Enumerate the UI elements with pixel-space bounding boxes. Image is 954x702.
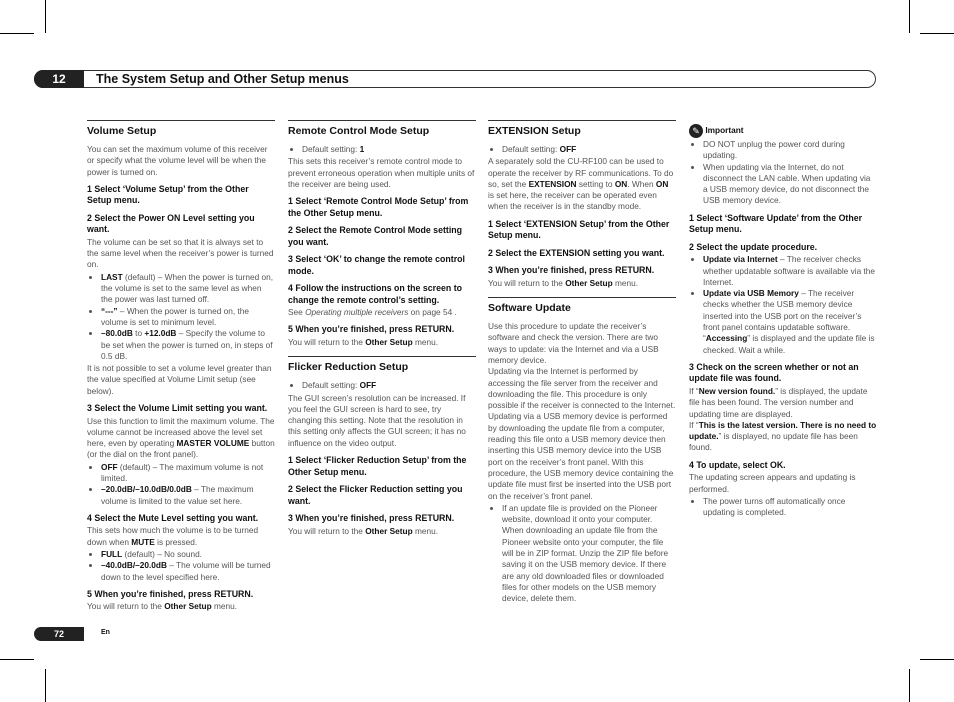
- step: 2 Select the EXTENSION setting you want.: [488, 247, 665, 258]
- paragraph: If “This is the latest version. There is no need to update.” is displayed, no update file has been found.: [689, 419, 877, 453]
- list-item: • The power turns off automatically once updating is completed.: [703, 496, 877, 519]
- paragraph: Updating via a USB memory device is performed by downloading the update file from a computer, reading this file onto a USB memory device then inserting this USB memory device into the USB port on the receiver’s front panel. With this procedure, the USB memory device containing the update file must first be inserted into the USB port on the receiver’s front panel.: [488, 411, 674, 501]
- step: 1 Select ‘Remote Control Mode Setup’ from the Other Setup menu.: [288, 196, 469, 218]
- step: 2 Select the Flicker Reduction setting you want.: [288, 484, 463, 506]
- paragraph: The GUI screen’s resolution can be increased. If you feel the GUI screen is hard to see, try changing this setting. Note that the resolution in this setting only affects the GUI screen; it has no influence on the video output.: [288, 392, 466, 448]
- step: 5 When you’re finished, press RETURN.: [288, 324, 455, 335]
- list-item: • Default setting: 1: [302, 144, 476, 155]
- crop-mark: [909, 0, 910, 33]
- bullet-list: [288, 380, 476, 391]
- paragraph: Updating via the Internet is performed by accessing the file server from the receiver and downloading the file. This procedure is only possible if the receiver is connected to the Internet.: [488, 366, 676, 411]
- crop-mark: [920, 659, 954, 660]
- bullet-list: [488, 503, 676, 605]
- crop-mark: [0, 659, 34, 660]
- step: 3 When you’re finished, press RETURN.: [288, 513, 455, 524]
- section-rule: [488, 120, 676, 121]
- paragraph: If “New version found.” is displayed, the update file has been found. The version number and updating time are displayed.: [689, 385, 868, 419]
- list-item: • OFF (default) – The maximum volume is not limited.: [101, 462, 275, 485]
- bullet-list: [689, 254, 877, 356]
- section-title: Software Update: [488, 302, 571, 315]
- step: 3 Select the Volume Limit setting you want.: [87, 403, 268, 414]
- paragraph: See Operating multiple receivers on page 54 .: [288, 307, 457, 318]
- bullet-list: [689, 496, 877, 519]
- section-title: Remote Control Mode Setup: [288, 125, 430, 137]
- list-item: • LAST (default) – When the power is turned on, the volume is set to the same level as when the power was last turned off.: [101, 272, 275, 306]
- list-item: • Default setting: OFF: [302, 380, 476, 391]
- step: 3 When you’re finished, press RETURN.: [488, 265, 655, 276]
- step: 5 When you’re finished, press RETURN.: [87, 588, 254, 599]
- list-item: • When updating via the Internet, do not disconnect the LAN cable. When updating via a USB memory device, do not disconnect the USB memory device.: [703, 162, 877, 207]
- paragraph: You will return to the Other Setup menu.: [288, 336, 439, 347]
- paragraph: You will return to the Other Setup menu.: [488, 277, 639, 288]
- section-rule: [87, 120, 275, 121]
- step: 2 Select the Remote Control Mode setting you want.: [288, 225, 463, 247]
- section-rule: [488, 297, 676, 298]
- step: 1 Select ‘Volume Setup’ from the Other Setup menu.: [87, 183, 249, 206]
- step: 3 Select ‘OK’ to change the remote control mode.: [288, 254, 465, 276]
- step: 1 Select ‘EXTENSION Setup’ from the Other Setup menu.: [488, 218, 670, 241]
- list-item: • If an update file is provided on the Pioneer website, download it onto your computer. When downloading an update file from the Pioneer website onto your computer, the file will be in ZIP format. Unzip the ZIP file before saving it on the USB memory device. If there are any old downloaded files or downloaded files for other models on the USB memory device, delete them.: [502, 503, 676, 605]
- step: 4 Follow the instructions on the screen to change the remote control’s setting.: [288, 283, 463, 305]
- step: 2 Select the Power ON Level setting you want.: [87, 212, 255, 235]
- bullet-list: [288, 144, 476, 155]
- list-item: • “---” – When the power is turned on, the volume is set to minimum level.: [101, 306, 275, 329]
- important-note: [689, 124, 877, 138]
- crop-mark: [909, 669, 910, 702]
- step: 1 Select ‘Flicker Reduction Setup’ from the Other Setup menu.: [288, 455, 467, 477]
- page-number: 72: [34, 627, 84, 641]
- column-volume-setup: [87, 120, 275, 613]
- paragraph: Use this function to limit the maximum volume. The volume cannot be increased above the level set here, even by operating MASTER VOLUME button (or the dial on the front panel).: [87, 415, 275, 460]
- list-item: • Update via USB Memory – The receiver checks whether the USB memory device inserted into the USB port on the receiver’s front panel contains updatable software. “Accessing” is displayed and the update file is checked. Wait a while.: [703, 288, 877, 356]
- column-remote-control: [288, 120, 476, 537]
- important-icon: ✎: [689, 124, 703, 138]
- section-title: Volume Setup: [87, 125, 157, 137]
- paragraph: A separately sold the CU-RF100 can be used to operate the receiver by RF communications. To do so, set the EXTENSION setting to ON. When ON is set here, the receiver can be operated even when the receiver is in the standby mode.: [488, 156, 674, 212]
- paragraph: You will return to the Other Setup menu.: [87, 601, 238, 612]
- paragraph: The volume can be set so that it is always set to the same level when the receiver’s power is turned on.: [87, 236, 274, 270]
- bullet-list: [689, 139, 877, 207]
- crop-mark: [45, 0, 46, 33]
- column-software-update-steps: [689, 120, 877, 519]
- section-title: Flicker Reduction Setup: [288, 361, 409, 374]
- section-rule: [288, 120, 476, 121]
- list-item: • DO NOT unplug the power cord during updating.: [703, 139, 877, 162]
- column-extension: [488, 120, 676, 606]
- step: 4 To update, select OK.: [689, 459, 786, 470]
- paragraph: This sets how much the volume is to be turned down when MUTE is pressed.: [87, 525, 259, 547]
- paragraph: The updating screen appears and updating is performed.: [689, 472, 856, 494]
- paragraph: This sets this receiver’s remote control mode to prevent erroneous operation when multiple units of the receiver are being used.: [288, 156, 475, 189]
- paragraph: It is not possible to set a volume level greater than the value specified at Volume Limit setup (see below).: [87, 363, 272, 396]
- chapter-number: 12: [34, 70, 84, 88]
- list-item: • Update via Internet – The receiver checks whether updatable software is available via the Internet.: [703, 254, 877, 288]
- step: 4 Select the Mute Level setting you want.: [87, 512, 259, 523]
- section-rule: [288, 356, 476, 357]
- bullet-list: [488, 144, 676, 155]
- list-item: • Default setting: OFF: [502, 144, 676, 155]
- step: 1 Select ‘Software Update’ from the Other Setup menu.: [689, 212, 863, 235]
- step: 3 Check on the screen whether or not an update file was found.: [689, 361, 859, 384]
- crop-mark: [0, 33, 34, 34]
- list-item: • –80.0dB to +12.0dB – Specify the volume to be set when the power is turned on, in steps of 0.5 dB.: [101, 328, 275, 362]
- list-item: • FULL (default) – No sound.: [101, 549, 275, 560]
- paragraph: Use this procedure to update the receiver’s software and check the version. There are two ways to update: via the Internet and via a USB memory device.: [488, 321, 659, 365]
- step: 2 Select the update procedure.: [689, 241, 818, 252]
- bullet-list: [87, 549, 275, 583]
- important-label: Important: [705, 125, 744, 136]
- paragraph: You can set the maximum volume of this receiver or specify what the volume level will be when the power is turned on.: [87, 144, 268, 177]
- section-title: EXTENSION Setup: [488, 125, 581, 137]
- bullet-list: [87, 272, 275, 362]
- paragraph: You will return to the Other Setup menu.: [288, 525, 439, 536]
- list-item: • –40.0dB/–20.0dB – The volume will be turned down to the level specified here.: [101, 560, 275, 583]
- language-label: En: [101, 629, 110, 636]
- chapter-title: The System Setup and Other Setup menus: [96, 72, 349, 86]
- list-item: • –20.0dB/–10.0dB/0.0dB – The maximum volume is limited to the value set here.: [101, 484, 275, 507]
- crop-mark: [920, 33, 954, 34]
- bullet-list: [87, 462, 275, 507]
- crop-mark: [45, 669, 46, 702]
